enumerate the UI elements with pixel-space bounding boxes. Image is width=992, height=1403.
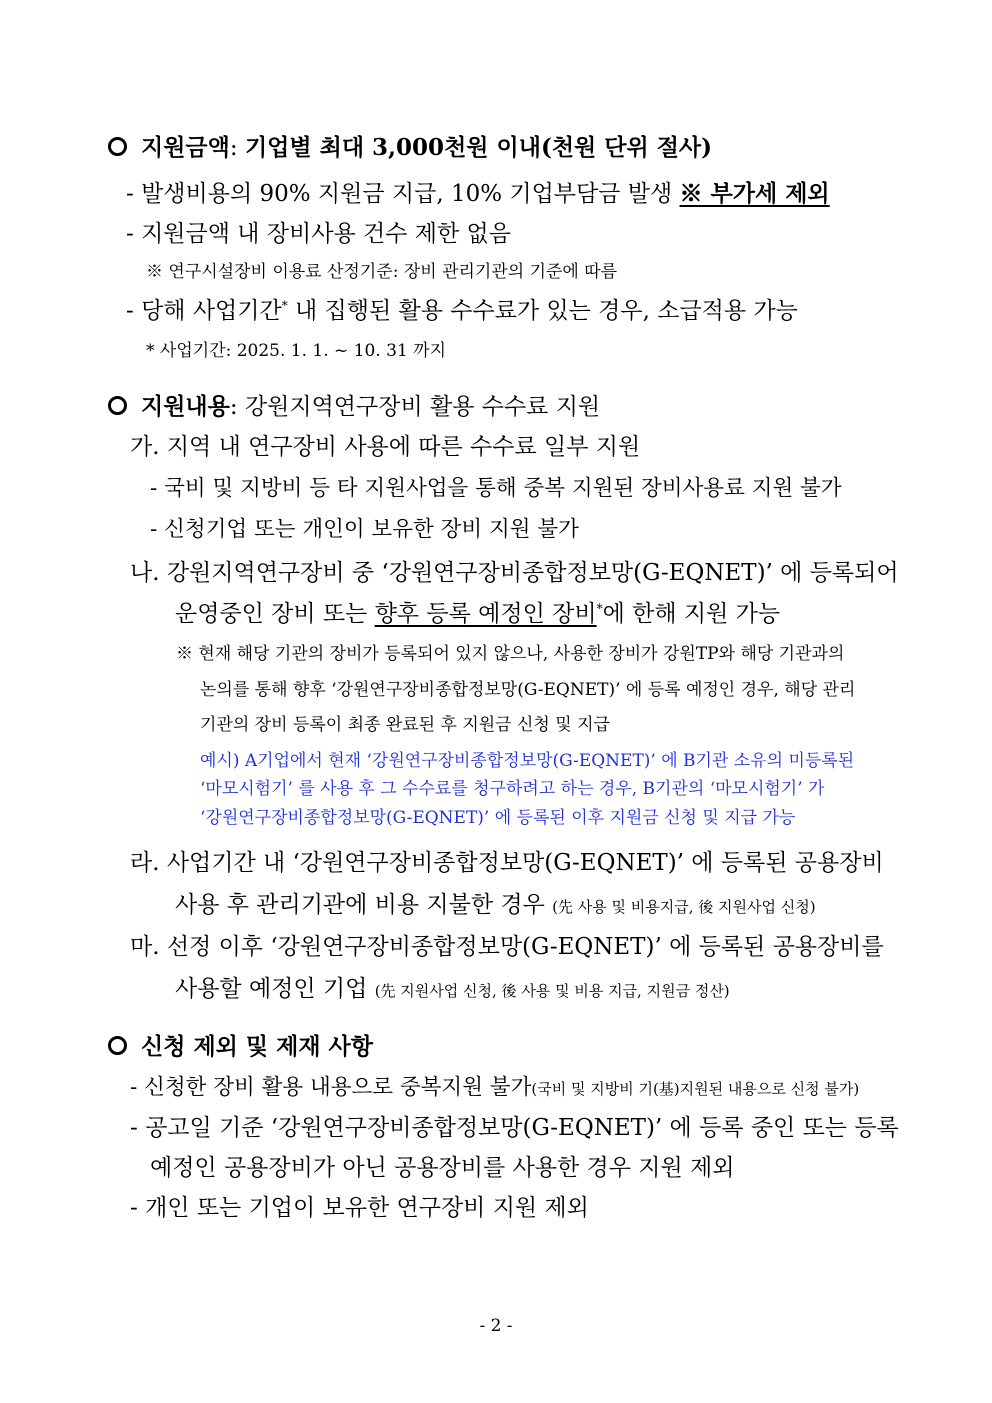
list-item: 운영중인 장비 또는 향후 등록 예정인 장비*에 한해 지원 가능: [175, 601, 781, 627]
note: 기관의 장비 등록이 최종 완료된 후 지원금 신청 및 지급: [200, 715, 610, 735]
list-item: - 발생비용의 90% 지원금 지급, 10% 기업부담금 발생 ※ 부가세 제외: [126, 180, 830, 207]
vat-excluded-note: ※ 부가세 제외: [679, 180, 830, 207]
note: ※ 현재 해당 기관의 장비가 등록되어 있지 않으나, 사용한 장비가 강원TP와 해당 기관과의: [176, 644, 845, 664]
list-item: 사용할 예정인 기업 (先 지원사업 신청, 後 사용 및 비용 지급, 지원금 정산): [175, 976, 730, 1002]
list-item: 사용 후 관리기관에 비용 지불한 경우 (先 사용 및 비용지급, 後 지원사업 신청): [175, 892, 816, 918]
circle-bullet-icon: [108, 1036, 127, 1055]
note: 논의를 통해 향후 ‘강원연구장비종합정보망(G-EQNET)’ 에 등록 예정인 경우, 해당 관리: [200, 680, 856, 700]
list-item: 라. 사업기간 내 ‘강원연구장비종합정보망(G-EQNET)’ 에 등록된 공용장비: [130, 850, 884, 876]
footnote: * 사업기간: 2025. 1. 1. ~ 10. 31 까지: [146, 341, 447, 361]
list-item: - 개인 또는 기업이 보유한 연구장비 지원 제외: [130, 1195, 589, 1221]
page-number: - 2 -: [479, 1316, 513, 1336]
circle-bullet-icon: [108, 137, 127, 156]
section-heading-exclusions: 신청 제외 및 제재 사항: [108, 1035, 373, 1059]
list-item: - 당해 사업기간* 내 집행된 활용 수수료가 있는 경우, 소급적용 가능: [126, 298, 798, 324]
section-heading-support-content: 지원내용: 강원지역연구장비 활용 수수료 지원: [108, 395, 600, 419]
list-item: 나. 강원지역연구장비 중 ‘강원연구장비종합정보망(G-EQNET)’ 에 등록되어: [130, 560, 899, 586]
list-item: - 공고일 기준 ‘강원연구장비종합정보망(G-EQNET)’ 에 등록 중인 또는 등록: [130, 1115, 899, 1141]
circle-bullet-icon: [108, 396, 127, 415]
list-item: 마. 선정 이후 ‘강원연구장비종합정보망(G-EQNET)’ 에 등록된 공용장비를: [130, 934, 884, 960]
list-item: - 국비 및 지방비 등 타 지원사업을 통해 중복 지원된 장비사용료 지원 불가: [150, 476, 842, 501]
list-item: 가. 지역 내 연구장비 사용에 따른 수수료 일부 지원: [130, 434, 641, 460]
list-item: - 신청한 장비 활용 내용으로 중복지원 불가(국비 및 지방비 기(基)지원된 내용으로 신청 불가): [130, 1075, 860, 1100]
list-item: - 지원금액 내 장비사용 건수 제한 없음: [126, 221, 511, 247]
list-item: - 신청기업 또는 개인이 보유한 장비 지원 불가: [150, 517, 579, 542]
example-note: 예시) A기업에서 현재 ‘강원연구장비종합정보망(G-EQNET)’ 에 B기관 소유의 미등록된: [200, 751, 855, 771]
note: ※ 연구시설장비 이용료 산정기준: 장비 관리기관의 기준에 따름: [146, 262, 618, 282]
example-note: ‘마모시험기’ 를 사용 후 그 수수료를 청구하려고 하는 경우, B기관의 ‘마모시험기’ 가: [200, 779, 825, 799]
list-item: 예정인 공용장비가 아닌 공용장비를 사용한 경우 지원 제외: [150, 1155, 735, 1181]
section-heading-support-amount: 지원금액: 기업별 최대 3,000천원 이내(천원 단위 절사): [108, 136, 712, 160]
example-note: ‘강원연구장비종합정보망(G-EQNET)’ 에 등록된 이후 지원금 신청 및 지급 가능: [200, 808, 796, 828]
